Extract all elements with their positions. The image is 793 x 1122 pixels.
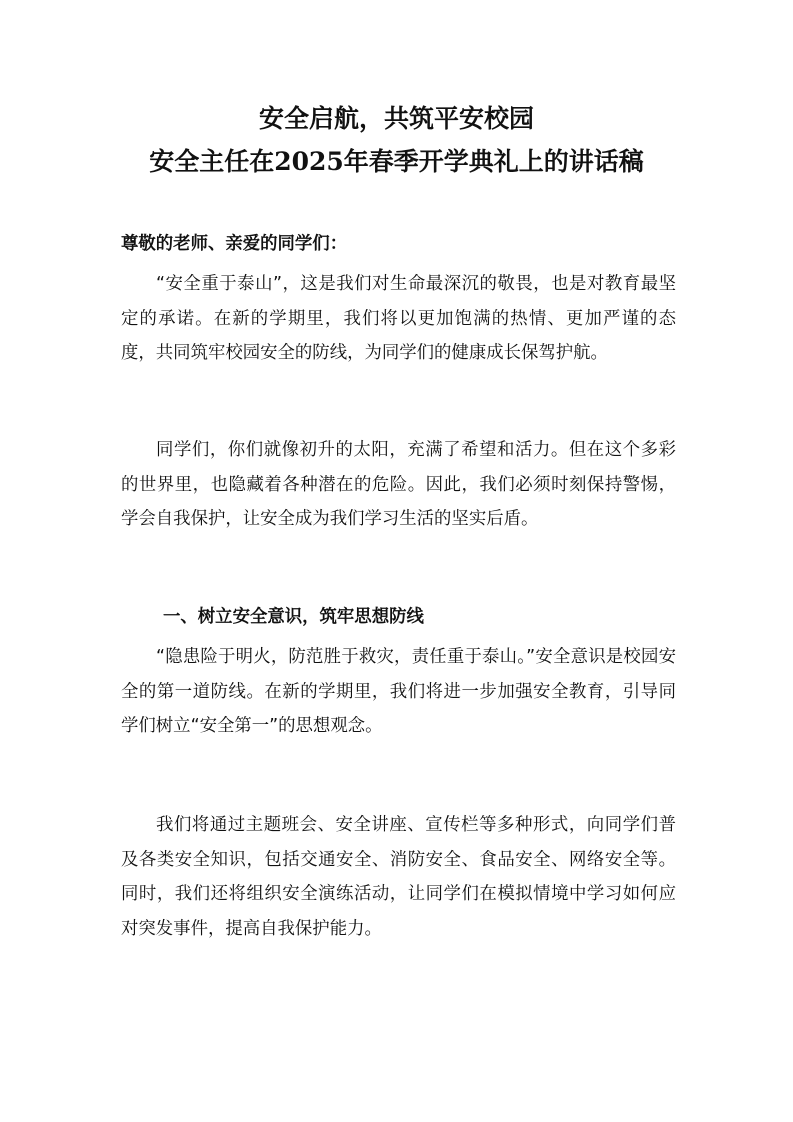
paragraph-2: 同学们，你们就像初升的太阳，充满了希望和活力。但在这个多彩的世界里，也隐藏着各种潜在的危险。因此，我们必须时刻保持警惕，学会自我保护，让安全成为我们学习生活的坚实后盾。: [121, 440, 676, 530]
document-title: 安全启航，共筑平安校园: [258, 104, 534, 133]
paragraph-1: “安全重于泰山”，这是我们对生命最深沉的敬畏，也是对教育最坚定的承诺。在新的学期里，我们将以更加饱满的热情、更加严谨的态度，共同筑牢校园安全的防线，为同学们的健康成长保驾护航。: [121, 274, 676, 364]
section-heading-1: 一、树立安全意识，筑牢思想防线: [163, 607, 424, 627]
section-1-paragraph-1: “隐患险于明火，防范胜于救灾，责任重于泰山。”安全意识是校园安全的第一道防线。在新的学期里，我们将进一步加强安全教育，引导同学们树立“安全第一”的思想观念。: [121, 647, 676, 737]
section-1-paragraph-2: 我们将通过主题班会、安全讲座、宣传栏等多种形式，向同学们普及各类安全知识，包括交通安全、消防安全、食品安全、网络安全等。同时，我们还将组织安全演练活动，让同学们在模拟情境中学习如何应对突发事件，提高自我保护能力。: [121, 815, 676, 939]
salutation: 尊敬的老师、亲爱的同学们：: [121, 234, 348, 254]
document-subtitle: 安全主任在2025年春季开学典礼上的讲话稿: [149, 147, 644, 176]
